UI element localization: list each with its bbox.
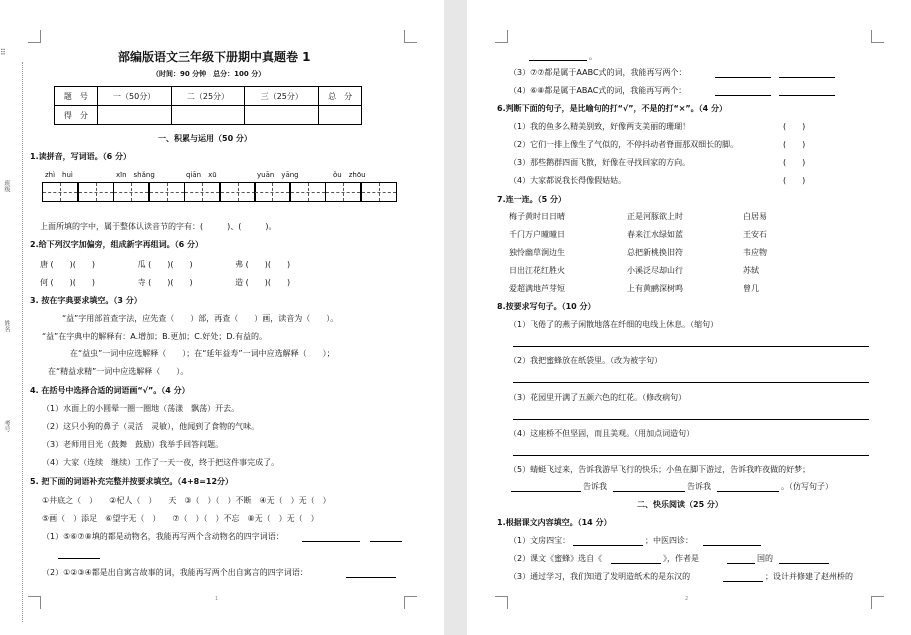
answer-line[interactable] xyxy=(715,77,771,78)
score-header: 三（25分） xyxy=(245,87,319,106)
reading-question-1: 1.根据课文内容填空。（14 分） xyxy=(497,518,612,527)
question-8-line: （1）飞倦了的燕子闲散地落在纤细的电线上休息。（缩句） xyxy=(509,320,719,329)
question-8-tail: 告诉我 xyxy=(583,482,607,491)
answer-line[interactable] xyxy=(573,545,643,546)
answer-paren[interactable]: ( ) xyxy=(783,140,806,149)
pinyin: yuān yāng xyxy=(257,171,299,179)
poem-line: 总把新桃换旧符 xyxy=(627,248,683,257)
answer-line[interactable] xyxy=(302,541,360,542)
answer-line[interactable] xyxy=(611,563,661,564)
answer-line[interactable] xyxy=(513,382,869,383)
poem-line: 上有黄鹂深树鸣 xyxy=(627,284,683,293)
writing-box[interactable] xyxy=(42,182,78,202)
poem-line: 正是河豚欲上时 xyxy=(627,212,683,221)
answer-paren[interactable]: ( ) xyxy=(783,122,806,131)
writing-box[interactable] xyxy=(78,182,114,202)
section-2-title: 二、快乐阅读（25 分） xyxy=(637,500,723,509)
question-8-line: （5）蜻蜓飞过来，告诉我游早飞行的快乐；小鱼在脚下游过，告诉我昨夜做的好梦； xyxy=(509,465,811,474)
page-2 xyxy=(467,0,911,635)
answer-line[interactable] xyxy=(513,455,869,456)
writing-box[interactable] xyxy=(325,182,361,202)
answer-line[interactable] xyxy=(613,491,685,492)
crop-mark xyxy=(28,596,41,609)
poem-line: 小溪泛尽却山行 xyxy=(627,266,683,275)
period: 。 xyxy=(589,52,597,61)
crop-mark xyxy=(495,596,508,609)
question-8-line: （3）花园里开满了五颜六色的红花。（修改病句） xyxy=(509,393,687,402)
writing-box[interactable] xyxy=(149,182,185,202)
writing-box[interactable] xyxy=(184,182,220,202)
poet-name: 韦应物 xyxy=(743,248,767,257)
question-4-line: （1）水面上的小圆晕一圈一圈地（荡漾 飘荡）开去。 xyxy=(42,404,240,413)
crop-mark xyxy=(404,596,417,609)
page-number: 2 xyxy=(685,596,689,602)
question-7: 7.连一连。（5 分） xyxy=(497,195,566,204)
score-cell[interactable] xyxy=(97,106,171,125)
question-2-row: 何 ( )( ) 寺 ( )( ) 造 ( )( ) xyxy=(40,278,291,287)
question-3-line: 在“精益求精”一词中应选解释（ ）。 xyxy=(48,367,189,376)
exam-subtitle: （时间：90 分钟 总分：100 分） xyxy=(152,70,266,78)
id-label: 考号 xyxy=(3,420,10,432)
page-title: 部编版语文三年级下册期中真题卷 1 xyxy=(118,50,311,64)
score-table xyxy=(54,86,362,125)
answer-line[interactable] xyxy=(779,95,835,96)
class-label: 班级 xyxy=(3,180,10,192)
question-8-line: （2）我把蜜蜂放在纸袋里。（改为被字句） xyxy=(509,356,663,365)
question-5-sub: （4）⑥⑧都是属于ABAC式的词，我能再写两个： xyxy=(509,86,687,95)
question-5: 5. 把下面的词语补充完整并按要求填空。（4+8=12分） xyxy=(30,477,234,486)
answer-line[interactable] xyxy=(779,77,835,78)
writing-box[interactable] xyxy=(290,182,326,202)
question-6-line: （3）那些鹅群四面飞散，好像在寻找回家的方向。 xyxy=(509,158,691,167)
poem-line: 春来江水绿如蓝 xyxy=(627,230,683,239)
writing-box[interactable] xyxy=(220,182,256,202)
question-3: 3. 按在字典要求填空。（3 分） xyxy=(30,296,142,305)
answer-line[interactable] xyxy=(513,419,869,420)
question-1-followup: 上面所填的字中，属于整体认读音节的字有：( )、( )。 xyxy=(40,222,277,231)
question-5-sub: （2）①②③④都是出自寓言故事的词，我能再写两个出自寓言的四字词语： xyxy=(42,568,308,577)
question-5-row: ①井底之（ ） ②杞人（ ） 天 ③（ ）（ ）不断 ④无（ ）无（ ） xyxy=(42,496,331,505)
answer-line[interactable] xyxy=(703,545,761,546)
score-cell[interactable] xyxy=(245,106,319,125)
question-4-line: （3）老师用目光（鼓舞 鼓励）我举手回答问题。 xyxy=(42,440,224,449)
name-label: 姓名 xyxy=(3,320,10,332)
answer-line[interactable] xyxy=(727,563,755,564)
section-1-title: 一、积累与运用（50 分） xyxy=(158,134,252,143)
question-6: 6.判断下面的句子，是比喻句的打“√”，不是的打“×”。（4 分） xyxy=(497,104,728,113)
score-row-label: 得 分 xyxy=(55,106,98,125)
poem-line: 千门万户曈曈日 xyxy=(509,230,565,239)
question-6-line: （1）我的鱼多么精美别致，好像两支美丽的珊瑚！ xyxy=(509,122,691,131)
binding-line xyxy=(22,62,23,622)
question-1: 1.读拼音，写词语。（6 分） xyxy=(30,152,131,161)
question-5-sub: （3）⑦⑦都是属于AABC式的词，我能再写两个： xyxy=(509,68,687,77)
pinyin: qiān xū xyxy=(186,171,217,179)
pinyin: ǒu zhōu xyxy=(333,171,366,179)
crop-mark xyxy=(404,30,417,43)
poet-name: 苏轼 xyxy=(743,266,759,275)
page-number: 1 xyxy=(215,596,219,602)
answer-line[interactable] xyxy=(723,581,763,582)
poet-name: 曾几 xyxy=(743,284,759,293)
answer-paren[interactable]: ( ) xyxy=(783,176,806,185)
question-8-line: （4）这座桥不但坚固，而且美观。（用加点词造句） xyxy=(509,429,695,438)
reading-line: （2）课文《蜜蜂》选自《 xyxy=(509,554,603,563)
question-3-line: 在“益虫”一词中应选解释（ ）；在“延年益寿”一词中应选解释（ ）； xyxy=(70,349,335,358)
question-8-tail: 。（仿写句子） xyxy=(781,482,833,491)
poem-line: 日出江花红胜火 xyxy=(509,266,565,275)
answer-line[interactable] xyxy=(529,60,587,61)
crop-mark xyxy=(871,30,884,43)
answer-line[interactable] xyxy=(58,558,100,559)
crop-mark xyxy=(495,30,508,43)
answer-paren[interactable]: ( ) xyxy=(783,158,806,167)
reading-line: ；设计并修建了赵州桥的 xyxy=(765,572,853,581)
question-8-tail: 告诉我 xyxy=(687,482,711,491)
crop-mark xyxy=(871,596,884,609)
writing-box[interactable] xyxy=(361,182,397,202)
score-header: 二（25分） xyxy=(171,87,245,106)
writing-box[interactable] xyxy=(113,182,149,202)
question-6-line: （4）大家都说我长得像假姑姑。 xyxy=(509,176,627,185)
answer-line[interactable] xyxy=(346,577,396,578)
answer-line[interactable] xyxy=(513,346,869,347)
pinyin: zhì huì xyxy=(45,171,73,179)
question-4-line: （4）大家（连续 继续）工作了一天一夜，终于把这件事完成了。 xyxy=(42,458,280,467)
question-2-row: 唐 ( )( ) 瓜 ( )( ) 弗 ( )( ) xyxy=(40,260,291,269)
score-cell[interactable] xyxy=(171,106,245,125)
crop-mark xyxy=(28,30,41,43)
answer-line[interactable] xyxy=(511,491,581,492)
reading-line: 国的 xyxy=(757,554,773,563)
reading-line: 》，作者是 xyxy=(663,554,699,563)
question-4: 4. 在括号中选择合适的词语画“√”。（4 分） xyxy=(30,386,190,395)
reading-line: （1）文房四宝： xyxy=(509,536,571,545)
poem-line: 爱超满地芦芽短 xyxy=(509,284,565,293)
question-5-row: ⑤画（ ）添足 ⑥望字无（ ） ⑦（ ）（ ）不忘 ⑧无（ ）无（ ） xyxy=(42,514,319,523)
poet-name: 王安石 xyxy=(743,230,767,239)
drag-handle-icon[interactable]: ⠿ xyxy=(0,48,6,57)
score-header: 一（50分） xyxy=(97,87,171,106)
question-3-line: “益”在字典中的解释有：A.增加；B.更加；C.好处；D.有益的。 xyxy=(42,332,268,341)
score-header: 题 号 xyxy=(55,87,98,106)
answer-line[interactable] xyxy=(370,541,402,542)
question-3-line: “益”字用部首查字法，应先查（ ）部，再查（ ）画，读音为（ ）。 xyxy=(62,314,339,323)
poet-name: 白居易 xyxy=(743,212,767,221)
score-cell[interactable] xyxy=(319,106,362,125)
page-1 xyxy=(0,0,444,635)
writing-box[interactable] xyxy=(254,182,290,202)
question-5-sub: （1）⑤⑥⑦⑧填的都是动物名，我能再写两个含动物名的四字词语： xyxy=(42,532,284,541)
score-header: 总 分 xyxy=(319,87,362,106)
question-8: 8.按要求写句子。（10 分） xyxy=(497,302,596,311)
pinyin: xīn shǎng xyxy=(116,171,155,179)
reading-line: ；中医四诊： xyxy=(645,536,693,545)
answer-line[interactable] xyxy=(717,491,779,492)
poem-line: 梅子黄时日日晴 xyxy=(509,212,565,221)
question-6-line: （2）它们一排上像生了气似的，不停抖动者脊面那双细长的脚。 xyxy=(509,140,739,149)
question-4-line: （2）这只小狗的鼻子（灵活 灵敏），他闻到了食物的气味。 xyxy=(42,422,260,431)
answer-line[interactable] xyxy=(715,95,771,96)
answer-line[interactable] xyxy=(779,563,829,564)
poem-line: 独怜幽草涧边生 xyxy=(509,248,565,257)
question-2: 2.给下列汉字加偏旁，组成新字再组词。（6 分） xyxy=(30,240,203,249)
reading-line: （3）通过学习，我们知道了发明造纸术的是东汉的 xyxy=(509,572,691,581)
